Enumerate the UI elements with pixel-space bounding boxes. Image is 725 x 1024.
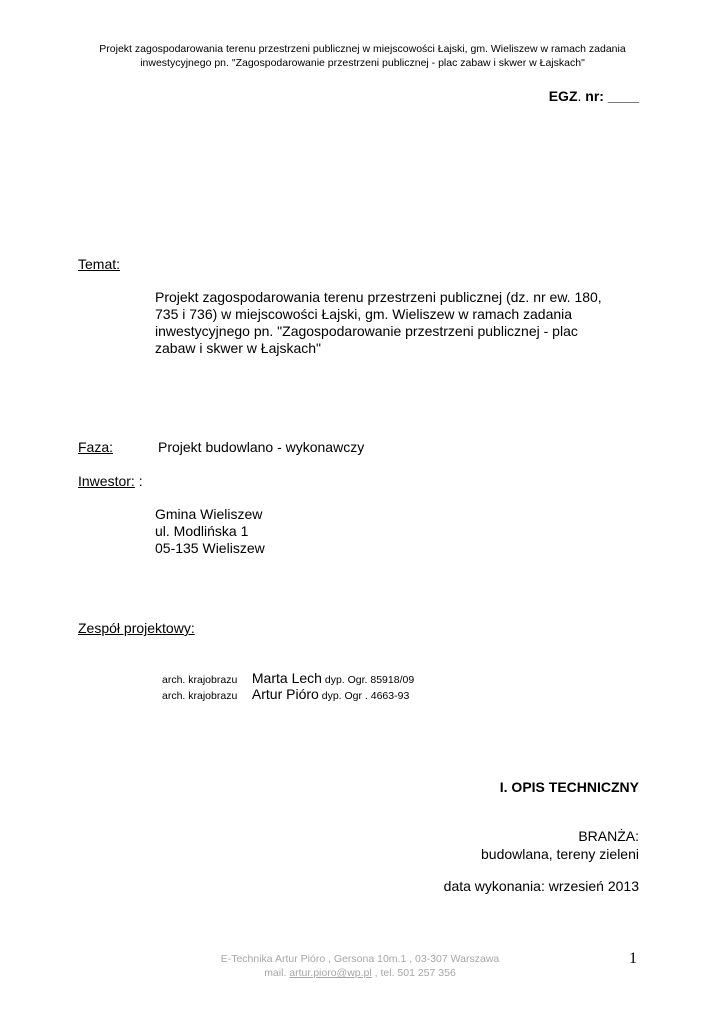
inwestor-label: Inwestor: [78,473,135,489]
header-line-1: Projekt zagospodarowania terenu przestrzeni publicznej w miejscowości Łajski, gm. Wieliszew w ramach zadania [99,43,626,55]
temat-label: Temat: [78,256,121,272]
page-number: 1 [629,950,637,967]
member-credential: dyp. Ogr . 4663-93 [321,690,410,702]
temat-text [155,289,602,357]
member-role: arch. krajobrazu [162,690,238,702]
egz-dot: . [577,88,582,104]
inwestor-suffix: : [134,473,143,489]
member-name: Marta Lech [251,670,322,686]
branza-value: budowlana, tereny zieleni [481,846,639,862]
member-name: Artur Pióro [251,686,319,702]
temat-line-3: inwestycyjnego pn. "Zagospodarowanie przestrzeni publicznej - plac [155,323,578,339]
inwestor-street: ul. Modlińska 1 [155,523,249,539]
faza-value: Projekt budowlano - wykonawczy [158,439,365,455]
egz-nr-label: nr: [581,88,608,104]
zespol-label: Zespół projektowy: [78,620,195,636]
copy-number [549,88,639,104]
section-title: I. OPIS TECHNICZNY [499,779,639,795]
document-footer [150,952,570,980]
footer-phone: , tel. 501 257 356 [371,967,456,979]
completion-date: data wykonania: wrzesień 2013 [443,878,639,894]
egz-label: EGZ [548,88,578,104]
member-credential: dyp. Ogr. 85918/09 [324,674,415,686]
inwestor-heading [78,473,143,490]
document-header [40,42,685,70]
footer-contact [150,966,570,980]
temat-line-4: zabaw i skwer w Łajskach" [155,340,322,356]
footer-email-link[interactable]: artur.pioro@wp.pl [289,967,372,979]
member-role: arch. krajobrazu [162,674,238,686]
team-member [162,686,409,702]
footer-address: E-Technika Artur Pióro , Gersona 10m.1 , 03-307 Warszawa [220,953,500,965]
header-line-2: inwestycyjnego pn. "Zagospodarowanie przestrzeni publicznej - plac zabaw i skwer w Łajskach" [140,57,585,69]
branza-label: BRANŻA: [578,828,639,844]
inwestor-name: Gmina Wieliszew [155,506,263,522]
inwestor-address [155,506,265,557]
egz-blank: ____ [607,88,639,104]
temat-line-2: 735 i 736) w miejscowości Łajski, gm. Wieliszew w ramach zadania [155,306,573,322]
inwestor-city: 05-135 Wieliszew [155,540,265,556]
footer-mail-label: mail. [264,967,290,979]
faza-label: Faza: [78,439,114,455]
team-member [162,670,414,686]
temat-line-1: Projekt zagospodarowania terenu przestrzeni publicznej (dz. nr ew. 180, [155,289,602,305]
